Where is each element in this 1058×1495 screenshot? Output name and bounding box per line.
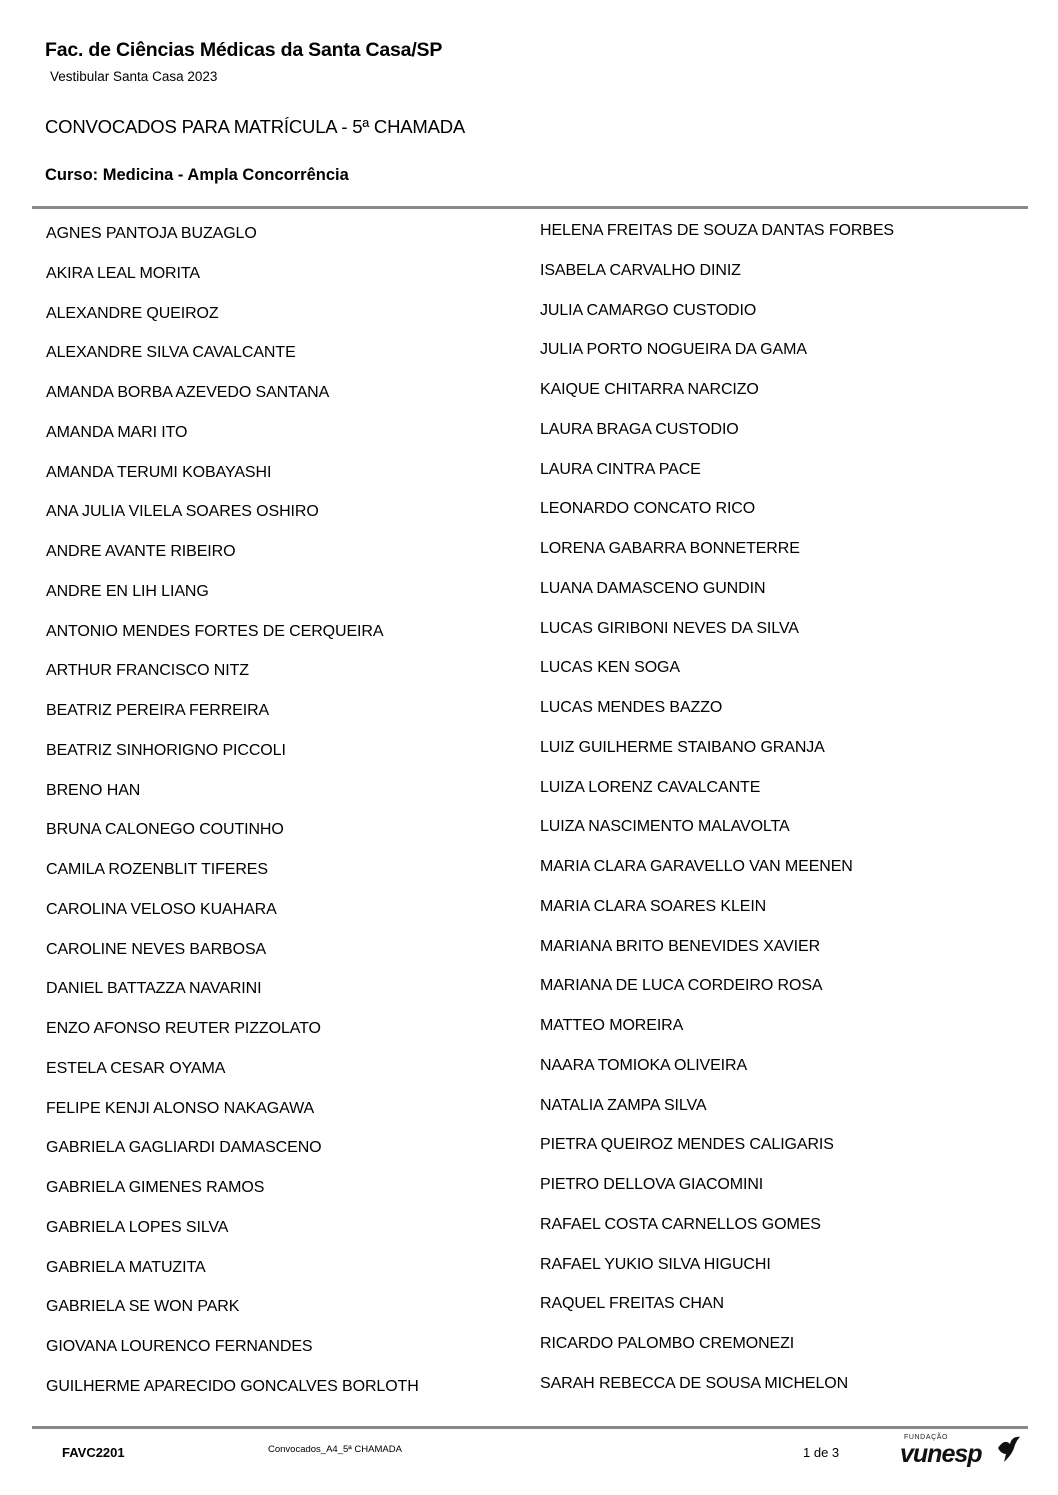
list-item: LUCAS KEN SOGA: [540, 659, 680, 677]
list-item: CAROLINA VELOSO KUAHARA: [46, 900, 277, 918]
list-item: LUCAS MENDES BAZZO: [540, 699, 723, 716]
list-item: ESTELA CESAR OYAMA: [46, 1059, 226, 1077]
logo-foundation-label: FUNDAÇÃO: [904, 1434, 949, 1441]
list-item: ANDRE EN LIH LIANG: [46, 582, 209, 600]
list-item: AMANDA BORBA AZEVEDO SANTANA: [46, 384, 330, 401]
list-item: GABRIELA LOPES SILVA: [46, 1218, 229, 1236]
vunesp-logo: [896, 1434, 1026, 1474]
list-item: LUIZA NASCIMENTO MALAVOLTA: [540, 818, 790, 836]
list-item: JULIA CAMARGO CUSTODIO: [540, 301, 757, 319]
list-item: GABRIELA GAGLIARDI DAMASCENO: [46, 1139, 322, 1157]
list-item: BEATRIZ PEREIRA FERREIRA: [46, 702, 270, 719]
bottom-divider: [32, 1426, 1028, 1429]
list-item: ALEXANDRE QUEIROZ: [46, 304, 219, 322]
document-title: CONVOCADOS PARA MATRÍCULA - 5ª CHAMADA: [45, 116, 466, 137]
list-item: NATALIA ZAMPA SILVA: [540, 1096, 707, 1114]
list-item: PIETRO DELLOVA GIACOMINI: [540, 1176, 764, 1193]
list-item: CAROLINE NEVES BARBOSA: [46, 940, 267, 958]
footer-document-code: FAVC2201: [62, 1445, 125, 1460]
list-item: GABRIELA GIMENES RAMOS: [46, 1179, 265, 1196]
list-item: AMANDA MARI ITO: [46, 423, 188, 441]
list-item: LEONARDO CONCATO RICO: [540, 500, 756, 518]
list-item: LUCAS GIRIBONI NEVES DA SILVA: [540, 619, 799, 637]
list-item: PIETRA QUEIROZ MENDES CALIGARIS: [540, 1136, 834, 1154]
list-item: RAFAEL YUKIO SILVA HIGUCHI: [540, 1255, 771, 1273]
list-item: ALEXANDRE SILVA CAVALCANTE: [46, 344, 296, 362]
exam-subtitle: Vestibular Santa Casa 2023: [50, 69, 218, 84]
list-item: AGNES PANTOJA BUZAGLO: [46, 225, 257, 242]
list-item: MARIA CLARA SOARES KLEIN: [540, 897, 767, 915]
list-item: LAURA CINTRA PACE: [540, 460, 701, 478]
institution-title: Fac. de Ciências Médicas da Santa Casa/SP: [45, 39, 443, 61]
list-item: HELENA FREITAS DE SOUZA DANTAS FORBES: [540, 222, 895, 239]
list-item: AMANDA TERUMI KOBAYASHI: [46, 463, 272, 481]
list-item: BRUNA CALONEGO COUTINHO: [46, 821, 284, 839]
list-item: LAURA BRAGA CUSTODIO: [540, 420, 739, 438]
footer-page-number: 1 de 3: [803, 1445, 840, 1460]
list-item: LORENA GABARRA BONNETERRE: [540, 540, 800, 557]
bird-icon: [996, 1436, 1022, 1466]
list-item: ANDRE AVANTE RIBEIRO: [46, 543, 236, 560]
list-item: RAQUEL FREITAS CHAN: [540, 1295, 724, 1313]
list-item: GIOVANA LOURENCO FERNANDES: [46, 1338, 313, 1355]
course-heading: Curso: Medicina - Ampla Concorrência: [45, 166, 349, 184]
list-item: BRENO HAN: [46, 781, 141, 799]
logo-wordmark: vunesp: [900, 1440, 982, 1468]
list-item: GUILHERME APARECIDO GONCALVES BORLOTH: [46, 1377, 419, 1395]
list-item: SARAH REBECCA DE SOUSA MICHELON: [540, 1374, 849, 1392]
list-item: AKIRA LEAL MORITA: [46, 264, 200, 282]
footer-file-name: Convocados_A4_5ª CHAMADA: [268, 1444, 402, 1455]
list-item: CAMILA ROZENBLIT TIFERES: [46, 861, 268, 878]
list-item: NAARA TOMIOKA OLIVEIRA: [540, 1056, 748, 1074]
list-item: ISABELA CARVALHO DINIZ: [540, 261, 741, 279]
list-item: MATTEO MOREIRA: [540, 1017, 684, 1034]
list-item: MARIANA BRITO BENEVIDES XAVIER: [540, 937, 821, 955]
list-item: RICARDO PALOMBO CREMONEZI: [540, 1335, 795, 1352]
list-item: RAFAEL COSTA CARNELLOS GOMES: [540, 1215, 821, 1233]
list-item: ANA JULIA VILELA SOARES OSHIRO: [46, 503, 319, 521]
list-item: JULIA PORTO NOGUEIRA DA GAMA: [540, 341, 807, 359]
list-item: LUANA DAMASCENO GUNDIN: [540, 579, 766, 597]
list-item: ENZO AFONSO REUTER PIZZOLATO: [46, 1020, 321, 1037]
names-list-left: [46, 225, 419, 1418]
list-item: MARIANA DE LUCA CORDEIRO ROSA: [540, 977, 823, 995]
list-item: MARIA CLARA GARAVELLO VAN MEENEN: [540, 858, 853, 875]
list-item: ANTONIO MENDES FORTES DE CERQUEIRA: [46, 622, 384, 640]
list-item: KAIQUE CHITARRA NARCIZO: [540, 381, 759, 398]
list-item: BEATRIZ SINHORIGNO PICCOLI: [46, 741, 286, 759]
list-item: FELIPE KENJI ALONSO NAKAGAWA: [46, 1099, 315, 1117]
list-item: LUIZA LORENZ CAVALCANTE: [540, 778, 761, 796]
list-item: GABRIELA SE WON PARK: [46, 1298, 240, 1316]
list-item: ARTHUR FRANCISCO NITZ: [46, 662, 249, 680]
names-list-right: [540, 222, 894, 1415]
list-item: GABRIELA MATUZITA: [46, 1258, 206, 1276]
top-divider: [32, 206, 1028, 209]
list-item: DANIEL BATTAZZA NAVARINI: [46, 980, 262, 998]
list-item: LUIZ GUILHERME STAIBANO GRANJA: [540, 738, 825, 756]
